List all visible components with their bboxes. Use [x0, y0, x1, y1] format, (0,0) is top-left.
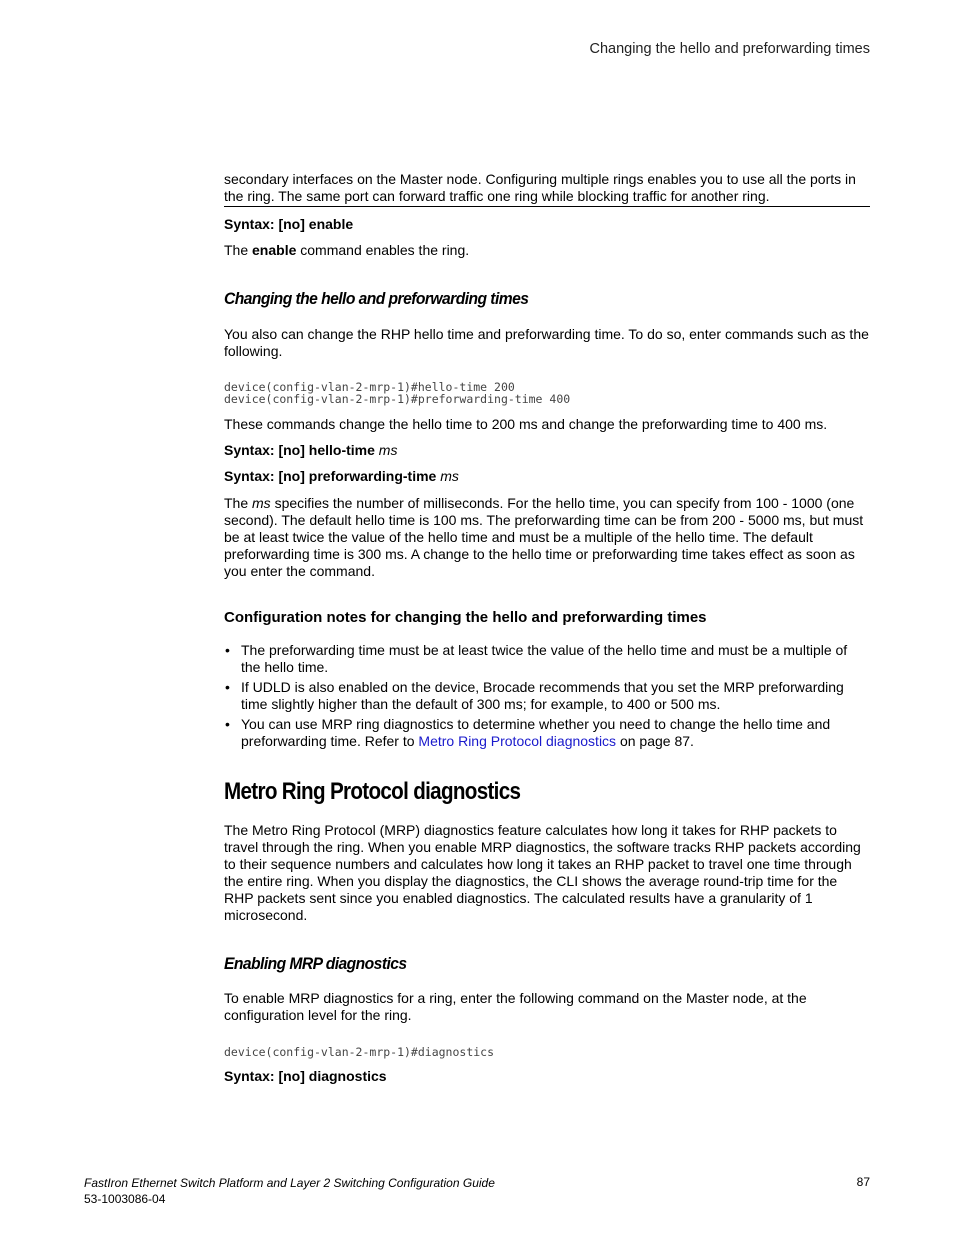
- cross-reference-link[interactable]: Metro Ring Protocol diagnostics: [418, 733, 617, 749]
- syntax-diagnostics: Syntax: [no] diagnostics: [224, 1068, 387, 1084]
- code-block-hello: [224, 381, 570, 405]
- enable-diagnostics-paragraph: To enable MRP diagnostics for a ring, enter the following command on the Master node, at the configuration level for the ring.: [224, 990, 807, 1023]
- syntax-enable: Syntax: [no] enable: [224, 216, 354, 232]
- section-heading-enable-diagnostics: Enabling MRP diagnostics: [224, 954, 407, 973]
- code-line: device(config-vlan-2-mrp-1)#preforwarding-time 400: [224, 392, 571, 406]
- section-heading-diagnostics: Metro Ring Protocol diagnostics: [224, 778, 521, 805]
- page-number: 87: [856, 1175, 870, 1189]
- section-heading-hello: Changing the hello and preforwarding times: [224, 289, 529, 308]
- bullet-marker: •: [225, 716, 230, 732]
- syntax-preforwarding-time: Syntax: [no] preforwarding-time ms: [224, 468, 459, 484]
- list-item: • If UDLD is also enabled on the device, Brocade recommends that you set the MRP preforwarding time slightly higher than the default of 300 ms; for example, to 400 or 500 ms.: [225, 679, 844, 712]
- code-line: device(config-vlan-2-mrp-1)#diagnostics: [224, 1045, 495, 1059]
- ms-description-paragraph: The ms specifies the number of milliseconds. For the hello time, you can specify from 100 - 1000 (one second). The default hello time is 100 ms. The preforwarding time can be from 200 - 5000 ms, but must be at least twice the value of the hello time and must be a multiple of the hello time. The default preforwarding time is 300 ms. A change to the hello time or preforwarding time takes effect as soon as you enter the command.: [224, 495, 864, 579]
- diagnostics-paragraph: The Metro Ring Protocol (MRP) diagnostics feature calculates how long it takes for RHP packets to travel through the ring. When you enable MRP diagnostics, the software tracks RHP packets according to their sequence numbers and calculates how long it takes an RHP packet to travel one time through the entire ring. When you display the diagnostics, the CLI shows the average round-trip time for the RHP packets sent since you enabled diagnostics. The calculated results have a granularity of 1 microsecond.: [224, 822, 861, 923]
- syntax-hello-time: Syntax: [no] hello-time ms: [224, 442, 398, 458]
- hello-result-paragraph: These commands change the hello time to 200 ms and change the preforwarding time to 400 ms.: [224, 416, 828, 432]
- divider: [224, 206, 870, 207]
- bullet-marker: •: [225, 679, 230, 695]
- doc-number: 53-1003086-04: [84, 1192, 166, 1206]
- intro-paragraph: secondary interfaces on the Master node. Configuring multiple rings enables you to use all the ports in the ring. The same port can forward traffic one ring while blocking traffic for another ring.: [224, 171, 856, 204]
- enable-description: The enable command enables the ring.: [224, 242, 470, 258]
- footer-guide-info: [84, 1175, 495, 1207]
- list-item: • You can use MRP ring diagnostics to determine whether you need to change the hello time and preforwarding time. Refer to Metro Ring Protocol diagnostics on page 87.: [225, 716, 831, 749]
- code-line: device(config-vlan-2-mrp-1)#hello-time 200: [224, 380, 515, 394]
- bullet-marker: •: [225, 642, 230, 658]
- hello-intro-paragraph: You also can change the RHP hello time and preforwarding time. To do so, enter commands such as the following.: [224, 326, 869, 359]
- guide-title: FastIron Ethernet Switch Platform and Layer 2 Switching Configuration Guide: [84, 1176, 495, 1190]
- config-notes-heading: Configuration notes for changing the hello and preforwarding times: [224, 609, 707, 626]
- running-header: Changing the hello and preforwarding times: [589, 41, 870, 57]
- list-item: • The preforwarding time must be at least twice the value of the hello time and must be a multiple of the hello time.: [225, 642, 848, 675]
- code-block-diagnostics: [224, 1046, 494, 1058]
- config-notes-list: [224, 642, 869, 753]
